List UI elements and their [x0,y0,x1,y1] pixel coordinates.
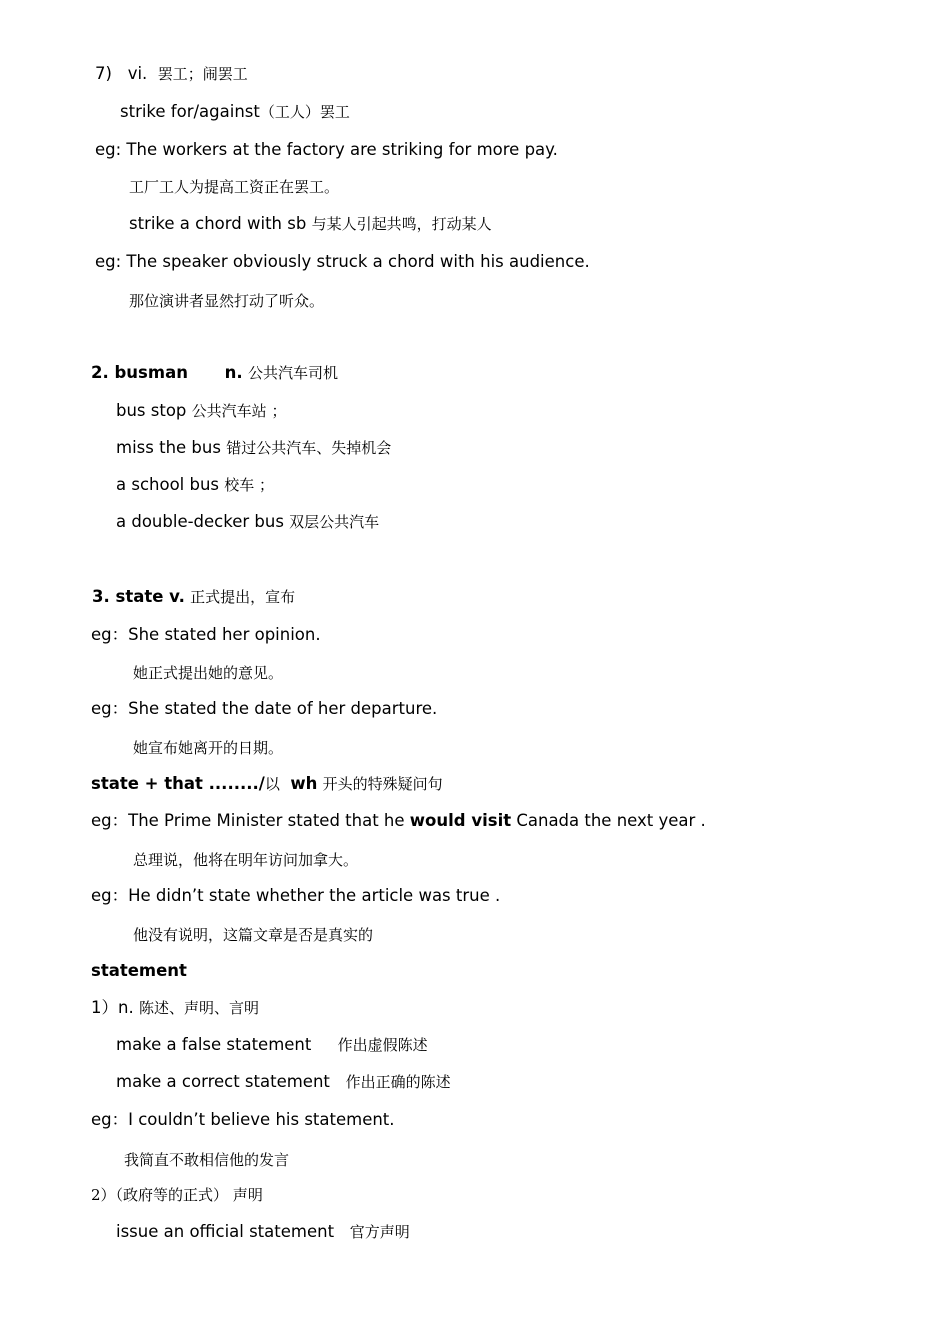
pattern-wh: wh [290,774,318,793]
example-sentence: eg: The workers at the factory are striking for more pay. [95,140,558,159]
phrase-text: make a correct statement [116,1072,330,1091]
phrase-line [116,1221,410,1243]
example-translation: 我简直不敢相信他的发言 [124,1151,290,1169]
phrase-line [116,1071,451,1093]
sense-number: 1）n. [91,998,134,1017]
phrase-line [120,101,350,123]
statement-sense-1 [91,997,259,1019]
phrase-text: bus stop [116,401,187,420]
pattern-text: state + that ......../ [91,774,265,793]
section-2-heading [91,362,338,384]
chinese-definition: （工人）罢工 [259,103,350,121]
chinese-definition: 作出正确的陈述 [345,1073,451,1091]
chinese-definition: 罢工；闹罢工 [157,65,248,83]
phrase-line [116,400,286,422]
example-sentence: eg：He didn’t state whether the article was true . [91,886,501,905]
phrase-line [129,213,492,235]
phrase-text: strike a chord with sb [129,214,307,233]
grammar-pattern [91,773,443,795]
headword: 2. busman [91,363,188,382]
example-translation: 总理说，他将在明年访问加拿大。 [133,851,359,869]
example-translation: 她正式提出她的意见。 [133,664,284,682]
phrase-text: make a false statement [116,1035,312,1054]
pattern-connector: 以 [264,775,280,793]
phrase-text: a double-decker bus [116,512,284,531]
example-part: eg：The Prime Minister stated that he [91,811,410,830]
phrase-line [116,474,274,496]
part-of-speech: n. [224,363,243,382]
chinese-definition: 公共汽车站 ； [191,402,287,420]
chinese-definition: 陈述、声明、言明 [138,999,259,1017]
example-translation: 工厂工人为提高工资正在罢工。 [129,178,340,196]
statement-sense-2: 2）（政府等的正式） 声明 [91,1186,263,1204]
example-sentence [91,810,706,832]
sense-7-line [95,63,248,85]
chinese-definition: 作出虚假陈述 [337,1036,428,1054]
chinese-definition: 正式提出，宣布 [190,588,296,606]
section-3-heading [92,586,295,608]
phrase-text: a school bus [116,475,220,494]
example-sentence: eg：She stated the date of her departure. [91,699,438,718]
phrase-text: issue an official statement [116,1222,335,1241]
phrase-line [116,1034,428,1056]
chinese-definition: 与某人引起共鸣，打动某人 [311,215,492,233]
example-emphasis: would visit [409,811,512,830]
example-translation: 那位演讲者显然打动了听众。 [129,292,325,310]
chinese-definition: 公共汽车司机 [247,364,338,382]
phrase-line [116,437,391,459]
example-translation: 他没有说明，这篇文章是否是真实的 [133,926,374,944]
headword: 3. state v. [92,587,185,606]
example-sentence: eg：She stated her opinion. [91,625,321,644]
part-of-speech: vi. [127,64,148,83]
chinese-definition: 校车 ； [224,476,275,494]
chinese-definition: 错过公共汽车、失掉机会 [226,439,392,457]
pattern-description: 开头的特殊疑问句 [322,775,443,793]
phrase-text: miss the bus [116,438,221,457]
statement-heading: statement [91,961,187,980]
chinese-definition: 官方声明 [349,1223,410,1241]
example-part: Canada the next year . [511,811,706,830]
example-translation: 她宣布她离开的日期。 [133,739,284,757]
example-sentence: eg：I couldn’t believe his statement. [91,1110,395,1129]
chinese-definition: 双层公共汽车 [289,513,380,531]
phrase-text: strike for/against [120,102,260,121]
sense-number: 7) [95,64,112,83]
phrase-line [116,511,379,533]
example-sentence: eg: The speaker obviously struck a chord with his audience. [95,252,590,271]
